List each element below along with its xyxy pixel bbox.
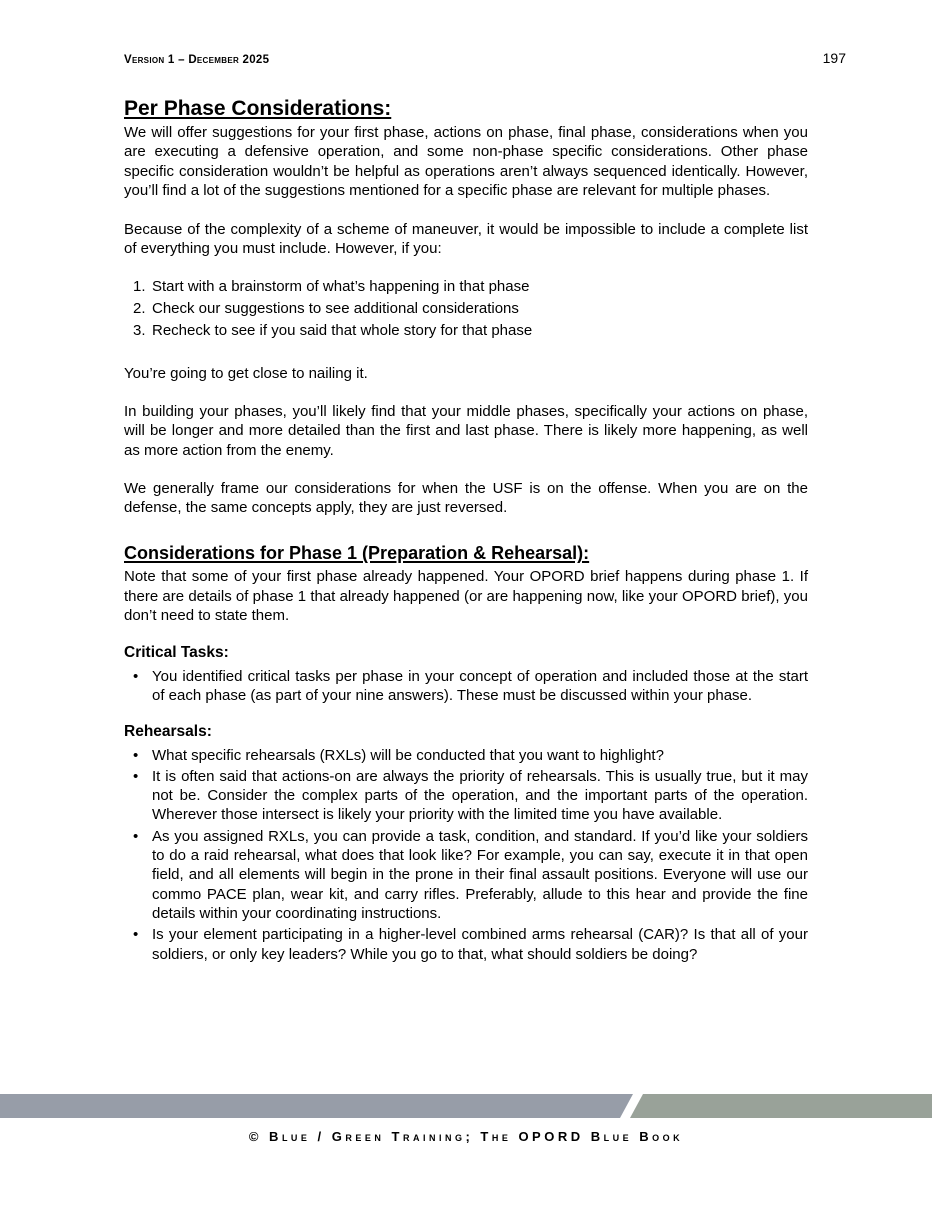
paragraph-intro: We will offer suggestions for your first phase, actions on phase, final phase, considerations when you are executing a defensive operation, and some non-phase specific considerations. Other phase specific consideration wouldn’t be helpful as operations aren’t always sequenced identically. However, you’ll find a lot of the suggestions mentioned for a specific phase are relevant for multiple phases. (124, 124, 808, 199)
heading-per-phase-considerations: Per Phase Considerations: (124, 97, 392, 120)
list-item: Recheck to see if you said that whole story for that phase (152, 322, 533, 340)
critical-tasks-list (124, 667, 808, 706)
footer-bar (0, 1094, 932, 1118)
paragraph-building: In building your phases, you’ll likely find that your middle phases, specifically your actions on phase, will be longer and more detailed than the first and last phase. There is likely more happening, as well as more action from the enemy. (124, 402, 808, 459)
heading-phase-1: Considerations for Phase 1 (Preparation & Rehearsal): (124, 543, 590, 564)
list-item: Start with a brainstorm of what’s happening in that phase (152, 277, 530, 295)
list-item: • As you assigned RXLs, you can provide a task, condition, and standard. If you’d like your soldiers to do a raid rehearsal, what does that look like? For example, you can say, execute it in that open field, and all elements will begin in the prone in their final assault positions. Everyone will use our commo PACE plan, wear kit, and carry rifles. Preferably, allude to this hear and provide the fine details within your coordinating instructions. (124, 827, 808, 923)
rehearsals-list (124, 746, 808, 964)
list-item: • What specific rehearsals (RXLs) will be conducted that you want to highlight? (124, 746, 808, 765)
footer-copyright: © Blue / Green Training; The OPORD Blue Book (248, 1129, 684, 1144)
paragraph-nailing: You’re going to get close to nailing it. (124, 364, 368, 382)
list-item: Check our suggestions to see additional considerations (152, 300, 519, 318)
heading-critical-tasks: Critical Tasks: (124, 644, 229, 662)
heading-rehearsals: Rehearsals: (124, 723, 212, 741)
list-item: • You identified critical tasks per phase in your concept of operation and included those at the start of each phase (as part of your nine answers). These must be discussed within your phase. (124, 667, 808, 706)
list-item: • It is often said that actions-on are always the priority of rehearsals. This is usually true, but it may not be. Consider the complex parts of the operation, and the important parts of the operation. Wherever those intersect is likely your priority with the limited time you have available. (124, 767, 808, 825)
paragraph-phase1-intro: Note that some of your first phase already happened. Your OPORD brief happens during phase 1. If there are details of phase 1 that already happened (or are happening now, like your OPORD brief), you don’t need to state them. (124, 568, 808, 625)
numbered-list (124, 277, 808, 341)
list-item: • Is your element participating in a higher-level combined arms rehearsal (CAR)? Is that all of your soldiers, or only key leaders? While you go to that, what should soldiers be doing? (124, 925, 808, 964)
page-content (124, 97, 808, 964)
paragraph-framing: We generally frame our considerations for when the USF is on the offense. When you are on the defense, the same concepts apply, they are just reversed. (124, 479, 808, 517)
version-label: Version 1 – December 2025 (124, 54, 270, 66)
paragraph-complexity: Because of the complexity of a scheme of maneuver, it would be impossible to include a complete list of everything you must include. However, if you: (124, 221, 808, 258)
page-header (124, 50, 846, 66)
page-number: 197 (822, 50, 846, 66)
